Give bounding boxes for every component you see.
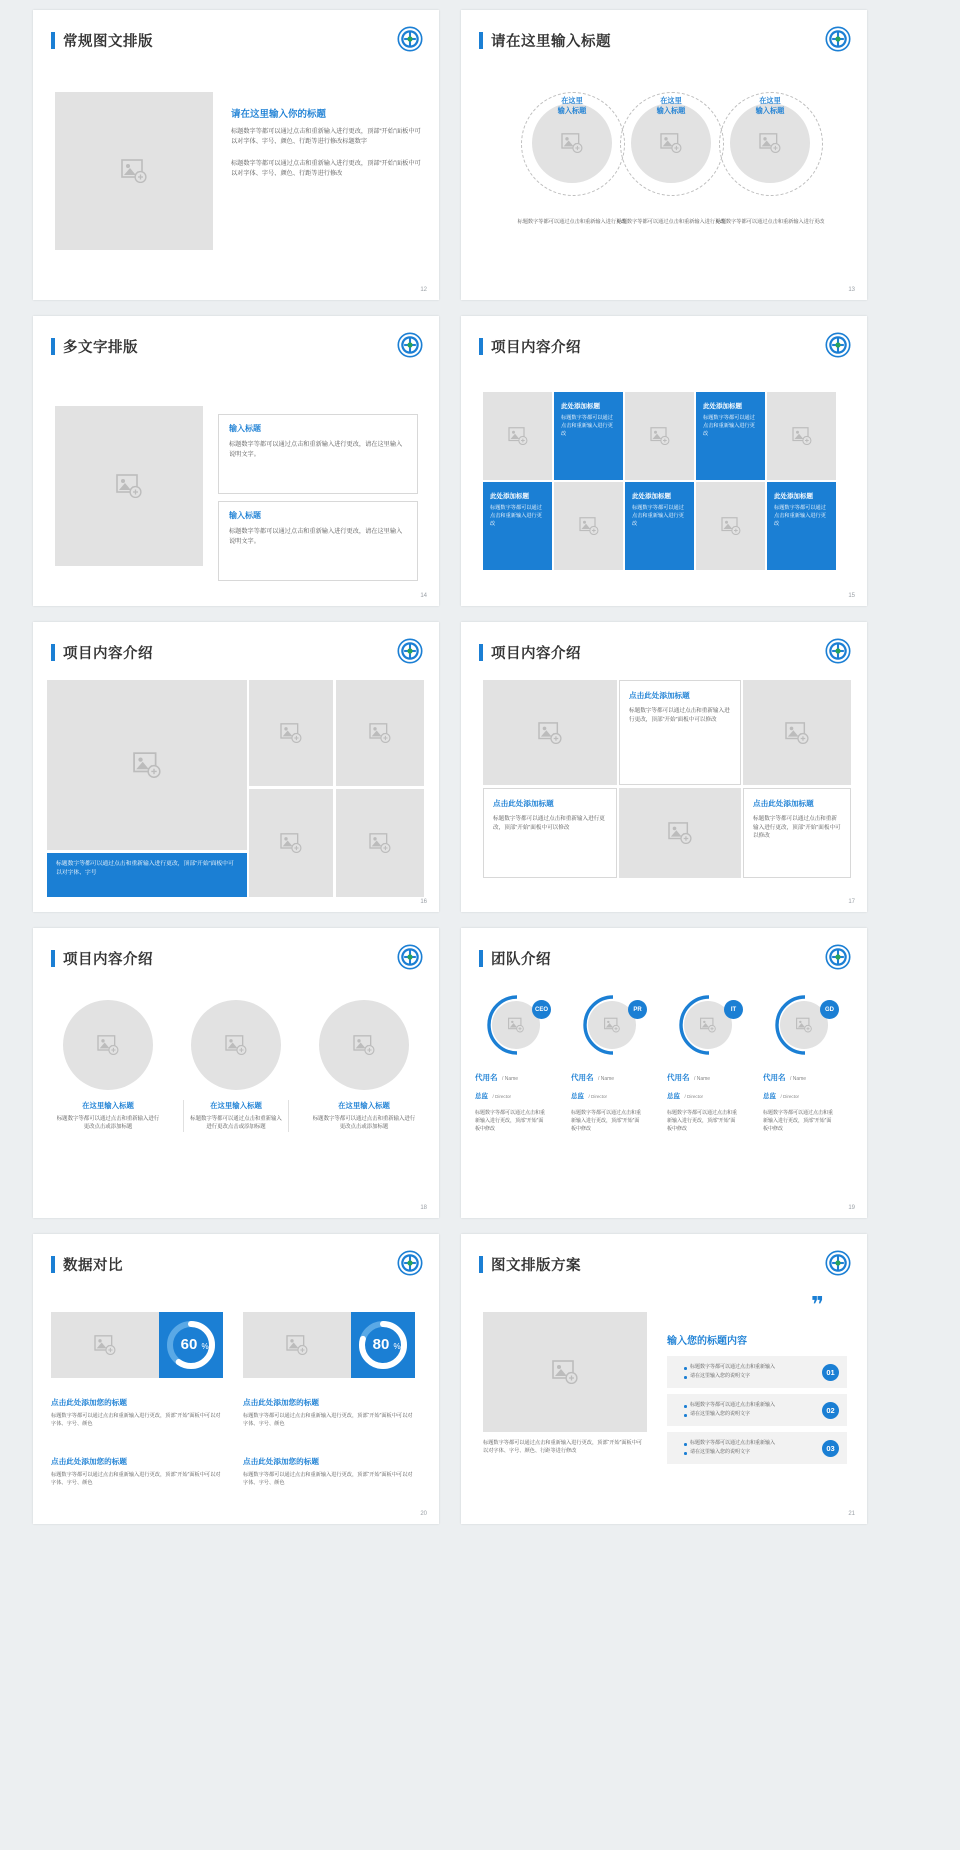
image-icon: [97, 1035, 119, 1055]
image-placeholder[interactable]: [483, 1312, 647, 1432]
image-icon: [508, 1018, 524, 1033]
card-heading: 点击此处添加标题: [629, 691, 690, 700]
image-icon: [759, 133, 781, 153]
item-label: [719, 96, 821, 116]
member-name: 代用名: [571, 1073, 594, 1082]
caption-heading: 点击此处添加您的标题: [51, 1398, 127, 1407]
item-body: 标题数字等都可以通过点击和重新输入进行更改点击或添加标题: [190, 1116, 282, 1131]
page-number: 20: [420, 1511, 427, 1517]
slide-17: [461, 622, 867, 912]
slide-title: [51, 30, 153, 51]
card-body: 标题数字等都可以通过点击和重新输入进行更改: [490, 505, 542, 527]
item-label: [521, 96, 623, 116]
company-logo-icon: [397, 638, 423, 664]
card-heading: 点击此处添加标题: [753, 799, 814, 808]
image-icon: [792, 427, 812, 445]
image-placeholder[interactable]: [767, 392, 836, 480]
item-number-badge: 03: [822, 1440, 839, 1457]
member-role-en: / Director: [684, 1094, 704, 1099]
slide-title: [51, 948, 153, 969]
card-heading: 点击此处添加标题: [493, 799, 554, 808]
list-line-1: 标题数字等都可以通过点击和重新输入: [684, 1440, 822, 1448]
page-number: 15: [848, 593, 855, 599]
image-icon: [508, 427, 528, 445]
slide-12: [33, 10, 439, 300]
gauge-panel: [351, 1312, 415, 1378]
item-description: 标题数字等都可以通过点击和重新输入进行更改: [715, 219, 825, 225]
member-name-en: / Name: [597, 1076, 615, 1082]
block-heading: 输入标题: [229, 511, 261, 520]
member-name: 代用名: [667, 1073, 690, 1082]
item-heading: 在这里输入标题: [210, 1101, 262, 1110]
svg-text:%: %: [201, 1342, 209, 1351]
content-paragraph-1: 标题数字等都可以通过点击和重新输入进行更改，顶部“开始”面板中可以对字体、字号、颜色、行距等进行修改标题数字: [231, 128, 421, 145]
image-icon: [94, 1335, 116, 1355]
caption-body: 标题数字等都可以通过点击和重新输入进行更改，顶部“开始”面板中可以对字体、字号、颜色: [243, 1472, 413, 1487]
text-card: [619, 680, 741, 785]
slide-title: [51, 1254, 123, 1275]
item-description: 标题数字等都可以通过点击和重新输入进行更改: [616, 219, 726, 225]
role-badge: GD: [820, 1000, 839, 1019]
title-accent-bar: [51, 32, 55, 49]
image-placeholder[interactable]: [483, 392, 552, 480]
image-placeholder[interactable]: [55, 406, 203, 566]
content-heading: 请在这里输入你的标题: [231, 109, 327, 120]
title-accent-bar: [479, 32, 483, 49]
slide-title: [51, 336, 138, 357]
info-card: [554, 392, 623, 480]
item-description: 标题数字等都可以通过点击和重新输入进行更改: [517, 219, 627, 225]
member-name-en: / Name: [789, 1076, 807, 1082]
block-body: 标题数字等都可以通过点击和重新输入进行更改，请在这里输入说明文字。: [229, 441, 403, 458]
card-heading: 此处添加标题: [561, 403, 600, 410]
item-label: [620, 96, 722, 116]
list-line-2: 请在这里输入您的说明文字: [684, 1373, 822, 1381]
image-icon: [579, 517, 599, 535]
member-name-en: / Name: [693, 1076, 711, 1082]
title-accent-bar: [51, 950, 55, 967]
slide-title: [479, 30, 611, 51]
title-accent-bar: [479, 950, 483, 967]
member-role: 总监: [763, 1093, 776, 1100]
member-name-en: / Name: [501, 1076, 519, 1082]
item-label-line1: 在这里: [561, 96, 583, 105]
card-body: 标题数字等都可以通过点击和重新输入进行更改: [774, 505, 826, 527]
donut-gauge: [159, 1312, 223, 1378]
image-icon: [133, 752, 161, 778]
slide-title-text: 项目内容介绍: [63, 646, 153, 662]
image-placeholder[interactable]: [336, 680, 424, 786]
item-heading: 在这里输入标题: [338, 1101, 390, 1110]
slide-title-text: 图文排版方案: [491, 1258, 581, 1274]
slide-20: [33, 1234, 439, 1524]
image-placeholder[interactable]: [483, 680, 617, 785]
member-role: 总监: [571, 1093, 584, 1100]
image-placeholder[interactable]: [249, 789, 333, 897]
slide-19: [461, 928, 867, 1218]
slide-14: [33, 316, 439, 606]
company-logo-icon: [825, 26, 851, 52]
svg-text:60: 60: [180, 1336, 198, 1353]
member-role: 总监: [667, 1093, 680, 1100]
image-placeholder[interactable]: [55, 92, 213, 250]
slide-title-text: 项目内容介绍: [63, 952, 153, 968]
image-placeholder[interactable]: [554, 482, 623, 570]
content-paragraph-2: 标题数字等都可以通过点击和重新输入进行更改，顶部“开始”面板中可以对字体、字号、颜色、行距等进行修改: [231, 160, 421, 177]
text-card: [743, 788, 851, 878]
slide-18: [33, 928, 439, 1218]
slide-21: [461, 1234, 867, 1524]
card-body: 标题数字等都可以通过点击和重新输入进行更改，顶部“开始”面板中可以修改: [753, 816, 841, 840]
item-label-line2: 输入标题: [656, 106, 686, 115]
page-number: 18: [420, 1205, 427, 1211]
role-badge: IT: [724, 1000, 743, 1019]
page-number: 13: [848, 287, 855, 293]
svg-text:80: 80: [372, 1336, 390, 1353]
member-body: 标题数字等都可以通过点击和重新输入进行更改，顶部“开始”面板中修改: [571, 1110, 642, 1132]
card-body: 标题数字等都可以通过点击和重新输入进行更改: [703, 415, 755, 437]
image-icon: [700, 1018, 716, 1033]
member-body: 标题数字等都可以通过点击和重新输入进行更改，顶部“开始”面板中修改: [763, 1110, 834, 1132]
image-icon: [604, 1018, 620, 1033]
slide-title-text: 多文字排版: [63, 340, 138, 356]
image-placeholder[interactable]: [243, 1312, 351, 1378]
text-block: [218, 414, 418, 494]
slide-13: [461, 10, 867, 300]
title-accent-bar: [51, 1256, 55, 1273]
info-card: [483, 482, 552, 570]
caption-body: 标题数字等都可以通过点击和重新输入进行更改，顶部“开始”面板中可以对字体、字号、颜色: [51, 1413, 221, 1428]
caption-body: 标题数字等都可以通过点击和重新输入进行更改，顶部“开始”面板中可以对字体、字号、颜色: [51, 1472, 221, 1487]
slide-title: [479, 642, 581, 663]
image-icon: [286, 1335, 308, 1355]
page-number: 17: [848, 899, 855, 905]
slide-title-text: 项目内容介绍: [491, 340, 581, 356]
donut-gauge: [351, 1312, 415, 1378]
company-logo-icon: [825, 1250, 851, 1276]
image-placeholder[interactable]: [191, 1000, 281, 1090]
image-icon: [796, 1018, 812, 1033]
member-name: 代用名: [475, 1073, 498, 1082]
item-label-line1: 在这里: [660, 96, 682, 105]
info-card: [625, 482, 694, 570]
item-body: 标题数字等都可以通过点击和重新输入进行更改点击或添加标题: [312, 1116, 416, 1131]
list-line-2: 请在这里输入您的说明文字: [684, 1449, 822, 1457]
member-body: 标题数字等都可以通过点击和重新输入进行更改，顶部“开始”面板中修改: [667, 1110, 738, 1132]
card-body: 标题数字等都可以通过点击和重新输入进行更改: [632, 505, 684, 527]
image-placeholder[interactable]: [336, 789, 424, 897]
title-accent-bar: [479, 1256, 483, 1273]
image-placeholder[interactable]: [319, 1000, 409, 1090]
page-number: 19: [848, 1205, 855, 1211]
list-line-1: 标题数字等都可以通过点击和重新输入: [684, 1364, 822, 1372]
info-card: [767, 482, 836, 570]
title-accent-bar: [51, 338, 55, 355]
page-number: 21: [848, 1511, 855, 1517]
card-body: 标题数字等都可以通过点击和重新输入进行更改: [561, 415, 613, 437]
image-icon: [668, 822, 692, 844]
company-logo-icon: [825, 332, 851, 358]
item-body: 标题数字等都可以通过点击和重新输入进行更改点击或添加标题: [56, 1116, 160, 1131]
image-icon: [280, 723, 302, 743]
item-label-line1: 在这里: [759, 96, 781, 105]
page-number: 14: [420, 593, 427, 599]
text-block: [218, 501, 418, 581]
member-role-en: / Director: [492, 1094, 512, 1099]
image-placeholder[interactable]: [63, 1000, 153, 1090]
image-caption: 标题数字等都可以通过点击和重新输入进行更改，顶部“开始”面板中可以对字体、字号、颜色、行距等进行修改: [483, 1440, 643, 1455]
card-heading: 此处添加标题: [632, 493, 671, 500]
item-label-line2: 输入标题: [557, 106, 587, 115]
image-placeholder[interactable]: [743, 680, 851, 785]
caption-heading: 点击此处添加您的标题: [51, 1457, 127, 1466]
image-icon: [116, 474, 142, 498]
title-accent-bar: [479, 644, 483, 661]
image-placeholder[interactable]: [619, 788, 741, 878]
item-number-badge: 01: [822, 1364, 839, 1381]
slide-title: [479, 1254, 581, 1275]
info-card: [696, 392, 765, 480]
image-icon: [538, 722, 562, 744]
image-icon: [121, 159, 147, 183]
text-card: [483, 788, 617, 878]
slide-title: [479, 948, 551, 969]
image-icon: [225, 1035, 247, 1055]
svg-text:%: %: [393, 1342, 401, 1351]
list-item[interactable]: [667, 1432, 847, 1464]
image-icon: [650, 427, 670, 445]
image-icon: [785, 722, 809, 744]
list-item[interactable]: [667, 1394, 847, 1426]
member-body: 标题数字等都可以通过点击和重新输入进行更改，顶部“开始”面板中修改: [475, 1110, 546, 1132]
image-icon: [552, 1360, 578, 1384]
member-role-en: / Director: [588, 1094, 608, 1099]
page-number: 16: [420, 899, 427, 905]
quote-icon: ❞: [811, 1292, 824, 1317]
list-line-1: 标题数字等都可以通过点击和重新输入: [684, 1402, 822, 1410]
image-icon: [561, 133, 583, 153]
image-caption: 标题数字等都可以通过点击和重新输入进行更改，顶部“开始”面板中可以对字体、字号: [47, 853, 247, 897]
caption-heading: 点击此处添加您的标题: [243, 1457, 319, 1466]
slide-16: [33, 622, 439, 912]
company-logo-icon: [397, 1250, 423, 1276]
card-heading: 此处添加标题: [703, 403, 742, 410]
image-icon: [721, 517, 741, 535]
page-number: 12: [420, 287, 427, 293]
card-heading: 此处添加标题: [774, 493, 813, 500]
member-role-en: / Director: [780, 1094, 800, 1099]
slide-title-text: 常规图文排版: [63, 34, 153, 50]
image-icon: [660, 133, 682, 153]
slide-title-text: 请在这里输入标题: [491, 34, 611, 50]
caption-body: 标题数字等都可以通过点击和重新输入进行更改，顶部“开始”面板中可以对字体、字号、颜色: [243, 1413, 413, 1428]
image-icon: [353, 1035, 375, 1055]
slide-title-text: 团队介绍: [491, 952, 551, 968]
slide-title-text: 项目内容介绍: [491, 646, 581, 662]
role-badge: CEO: [532, 1000, 551, 1019]
member-name: 代用名: [763, 1073, 786, 1082]
card-body: 标题数字等都可以通过点击和重新输入进行更改，顶部“开始”面板中可以修改: [493, 816, 605, 831]
image-placeholder[interactable]: [696, 482, 765, 570]
image-icon: [280, 833, 302, 853]
block-heading: 输入标题: [229, 424, 261, 433]
role-badge: PR: [628, 1000, 647, 1019]
slide-title-text: 数据对比: [63, 1258, 123, 1274]
content-heading: 输入您的标题内容: [667, 1336, 747, 1347]
company-logo-icon: [825, 638, 851, 664]
card-heading: 此处添加标题: [490, 493, 529, 500]
item-label-line2: 输入标题: [755, 106, 785, 115]
list-line-2: 请在这里输入您的说明文字: [684, 1411, 822, 1419]
company-logo-icon: [825, 944, 851, 970]
gauge-panel: [159, 1312, 223, 1378]
block-body: 标题数字等都可以通过点击和重新输入进行更改，请在这里输入说明文字。: [229, 528, 403, 545]
title-accent-bar: [51, 644, 55, 661]
slide-title: [479, 336, 581, 357]
image-placeholder-main[interactable]: [47, 680, 247, 850]
item-heading: 在这里输入标题: [82, 1101, 134, 1110]
title-accent-bar: [479, 338, 483, 355]
company-logo-icon: [397, 26, 423, 52]
card-body: 标题数字等都可以通过点击和重新输入进行更改，顶部“开始”面板中可以修改: [629, 708, 730, 723]
image-placeholder[interactable]: [249, 680, 333, 786]
company-logo-icon: [397, 944, 423, 970]
member-role: 总监: [475, 1093, 488, 1100]
item-number-badge: 02: [822, 1402, 839, 1419]
slide-title: [51, 642, 153, 663]
caption-heading: 点击此处添加您的标题: [243, 1398, 319, 1407]
image-icon: [369, 833, 391, 853]
image-icon: [369, 723, 391, 743]
company-logo-icon: [397, 332, 423, 358]
list-item[interactable]: [667, 1356, 847, 1388]
image-placeholder[interactable]: [51, 1312, 159, 1378]
image-placeholder[interactable]: [625, 392, 694, 480]
slide-15: [461, 316, 867, 606]
